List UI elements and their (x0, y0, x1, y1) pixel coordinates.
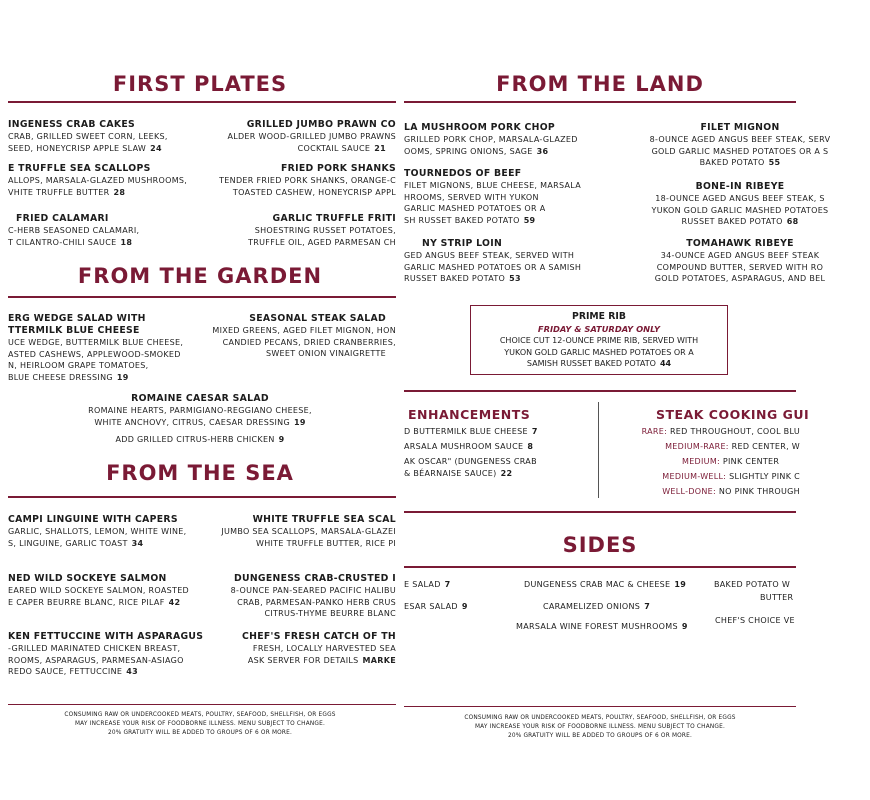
item-desc: BAKED POTATO (699, 158, 765, 167)
item-name: ERG WEDGE SALAD WITH (8, 313, 146, 324)
item-desc: VHITE TRUFFLE BUTTER (8, 187, 110, 197)
item-name: LA MUSHROOM PORK CHOP (404, 122, 556, 133)
disclaimer-line: CONSUMING RAW OR UNDERCOOKED MEATS, POULTRY, SEAFOOD, SHELLFISH, OR EGGS (64, 712, 336, 718)
item-desc: CITRUS-THYME BEURRE BLANC (264, 609, 396, 618)
side-price: 9 (681, 622, 688, 631)
item-name: TOURNEDOS OF BEEF (404, 168, 522, 179)
item-price: 42 (168, 597, 181, 607)
item-desc: ASK SERVER FOR DETAILS (247, 655, 359, 665)
menu-item (610, 122, 870, 169)
item-desc: ALLOPS, MARSALA-GLAZED MUSHROOMS, (8, 176, 188, 185)
enhancements-rule (404, 390, 796, 392)
menu-item (8, 573, 189, 608)
item-desc: YUKON GOLD GARLIC MASHED POTATOES (651, 205, 829, 215)
item-desc: OOMS, SPRING ONIONS, SAGE (404, 146, 533, 156)
enhancements-title: ENHANCEMENTS (408, 407, 531, 422)
side-item (543, 602, 650, 611)
doneness-row (682, 457, 779, 466)
item-desc: TRUFFLE OIL, AGED PARMESAN CH (248, 237, 396, 247)
menu-item (8, 163, 187, 198)
menu-item (8, 213, 139, 248)
item-price: 36 (536, 146, 549, 156)
side-text: E SALAD (404, 580, 441, 589)
enhancement-price: 8 (527, 442, 534, 451)
side-text: CARAMELIZED ONIONS (543, 602, 641, 611)
item-desc: N, HEIRLOOM GRAPE TOMATOES, (8, 361, 149, 370)
item-desc: WHITE TRUFFLE BUTTER, RICE PI (256, 538, 396, 548)
item-name: NY STRIP LOIN (422, 238, 503, 249)
menu-item (219, 163, 396, 198)
side-text: ESAR SALAD (404, 602, 458, 611)
item-price: 19 (293, 417, 306, 427)
item-name: CHEF'S FRESH CATCH OF TH (242, 631, 396, 642)
item-name: BONE-IN RIBEYE (695, 181, 785, 192)
item-desc: CHOICE CUT 12-OUNCE PRIME RIB, SERVED WITH (499, 336, 699, 345)
item-name: TTERMILK BLUE CHEESE (8, 325, 140, 336)
side-price: 7 (644, 602, 651, 611)
item-desc: ALDER WOOD-GRILLED JUMBO PRAWNS (227, 132, 396, 141)
item-name: FILET MIGNON (700, 122, 780, 133)
item-desc: RUSSET BAKED POTATO (404, 274, 506, 283)
item-desc: COCKTAIL SAUCE (297, 143, 371, 153)
item-desc: GARLIC, SHALLOTS, LEMON, WHITE WINE, (8, 527, 187, 536)
item-desc: TENDER FRIED PORK SHANKS, ORANGE-C (219, 176, 396, 185)
item-price: 34 (131, 538, 144, 548)
side-price: 19 (674, 580, 687, 589)
item-name: INGENESS CRAB CAKES (8, 119, 136, 130)
doneness-desc: RED CENTER, W (731, 442, 800, 451)
enhancement-item (404, 427, 538, 436)
item-desc: UCE WEDGE, BUTTERMILK BLUE CHEESE, (8, 338, 184, 347)
item-desc: 18-OUNCE AGED ANGUS BEEF STEAK, S (655, 194, 825, 203)
menu-item (221, 514, 396, 549)
item-price: 68 (786, 217, 799, 226)
item-desc: YUKON GOLD GARLIC MASHED POTATOES OR A (504, 347, 694, 357)
side-text: BAKED POTATO W (714, 580, 791, 589)
item-desc: C-HERB SEASONED CALAMARI, (8, 226, 140, 235)
item-price: MARKE (362, 655, 396, 665)
menu-item (8, 631, 203, 678)
disclaimer (0, 711, 400, 738)
menu-page-right (400, 0, 831, 800)
doneness-row (665, 442, 800, 451)
menu-item (227, 119, 396, 154)
side-text: CHEF'S CHOICE VE (715, 616, 795, 625)
item-desc: ASTED CASHEWS, APPLEWOOD-SMOKED (8, 349, 181, 359)
side-item (404, 602, 468, 611)
side-price: 7 (444, 580, 451, 589)
doneness-label: RARE: (641, 427, 668, 436)
addon-text: ADD GRILLED CITRUS-HERB CHICKEN (115, 435, 275, 444)
item-price: 44 (659, 359, 672, 368)
item-desc: CRAB, PARMESAN-PANKO HERB CRUS (237, 597, 396, 607)
cooking-guide-title: STEAK COOKING GUI (656, 407, 810, 422)
doneness-label: MEDIUM: (682, 457, 721, 466)
side-item (404, 580, 451, 589)
item-availability: FRIDAY & SATURDAY ONLY (537, 324, 661, 334)
doneness-desc: RED THROUGHOUT, COOL BLU (669, 427, 800, 436)
sides-title: SIDES (562, 533, 638, 557)
disclaimer-line: 20% GRATUITY WILL BE ADDED TO GROUPS OF 6 OR MORE. (107, 730, 293, 736)
item-desc: 8-OUNCE PAN-SEARED PACIFIC HALIBU (230, 586, 396, 595)
item-desc: CANDIED PECANS, DRIED CRANBERRIES, (222, 337, 396, 347)
menu-item (231, 573, 396, 620)
sea-title: FROM THE SEA (106, 461, 294, 485)
prime-rib-box (470, 305, 728, 375)
enhancement-text: & BÉARNAISE SAUCE) (404, 469, 497, 478)
menu-item (404, 168, 581, 226)
item-name: SEASONAL STEAK SALAD (249, 313, 386, 324)
menu-item (0, 393, 400, 446)
item-name: CAMPI LINGUINE WITH CAPERS (8, 514, 178, 525)
item-desc: JUMBO SEA SCALLOPS, MARSALA-GLAZEI (221, 527, 396, 536)
menu-item (8, 313, 183, 383)
item-name: NED WILD SOCKEYE SALMON (8, 573, 167, 584)
item-price: 28 (113, 187, 126, 197)
item-name: TOMAHAWK RIBEYE (686, 238, 794, 249)
doneness-label: WELL-DONE: (662, 487, 717, 496)
item-price: 24 (150, 143, 162, 153)
footer-rule (404, 706, 796, 707)
side-text: MARSALA WINE FOREST MUSHROOMS (516, 622, 678, 631)
doneness-label: MEDIUM-RARE: (665, 442, 729, 451)
item-desc: REDO SAUCE, FETTUCCINE (8, 667, 123, 676)
item-name: GRILLED JUMBO PRAWN CO (246, 119, 396, 130)
item-desc: 8-OUNCE AGED ANGUS BEEF STEAK, SERV (649, 135, 831, 144)
side-text: DUNGENESS CRAB MAC & CHEESE (524, 580, 671, 589)
side-item (516, 622, 688, 631)
item-name: ROMAINE CAESAR SALAD (131, 393, 269, 404)
menu-item (242, 631, 396, 666)
item-desc: GRILLED PORK CHOP, MARSALA-GLAZED (404, 135, 578, 144)
doneness-desc: NO PINK THROUGH (718, 487, 800, 496)
enhancement-text: AK OSCAR" (DUNGENESS CRAB (404, 457, 537, 466)
section-divider (598, 402, 599, 498)
item-name: WHITE TRUFFLE SEA SCAL (252, 514, 396, 525)
item-desc: GARLIC MASHED POTATOES OR A (404, 204, 546, 213)
doneness-desc: PINK CENTER (722, 457, 780, 466)
item-desc: GOLD POTATOES, ASPARAGUS, AND BEL (654, 274, 826, 283)
item-price: 59 (523, 215, 536, 225)
item-desc: GOLD GARLIC MASHED POTATOES OR A S (651, 146, 829, 156)
item-desc: -GRILLED MARINATED CHICKEN BREAST, (8, 644, 181, 653)
item-name: FRIED PORK SHANKS (280, 163, 396, 174)
item-desc: FRESH, LOCALLY HARVESTED SEA (252, 644, 396, 653)
item-name: KEN FETTUCCINE WITH ASPARAGUS (8, 631, 204, 642)
sea-rule (8, 496, 396, 498)
enhancement-price: 7 (531, 427, 538, 436)
addon-price: 9 (278, 435, 285, 444)
disclaimer-line: 20% GRATUITY WILL BE ADDED TO GROUPS OF 6 OR MORE. (507, 733, 693, 739)
item-name: PRIME RIB (572, 311, 626, 322)
side-item (714, 580, 790, 589)
sides-rule (404, 566, 796, 568)
item-desc: BLUE CHEESE DRESSING (8, 372, 113, 382)
item-desc: MIXED GREENS, AGED FILET MIGNON, HON (212, 326, 396, 335)
menu-item (8, 514, 186, 549)
item-price: 18 (120, 237, 133, 247)
side-item (524, 580, 686, 589)
item-price: 21 (374, 143, 386, 153)
menu-item (404, 122, 578, 157)
footer-rule (8, 704, 396, 705)
item-desc: EARED WILD SOCKEYE SALMON, ROASTED (8, 586, 190, 595)
item-desc: S, LINGUINE, GARLIC TOAST (8, 538, 128, 548)
menu-item (248, 213, 396, 248)
menu-item (610, 181, 870, 228)
doneness-label: MEDIUM-WELL: (662, 472, 727, 481)
menu-item (404, 238, 581, 285)
sides-top-rule (404, 511, 796, 513)
item-price: 19 (116, 372, 129, 382)
land-title: FROM THE LAND (496, 72, 704, 96)
item-desc: CRAB, GRILLED SWEET CORN, LEEKS, (8, 132, 168, 141)
item-desc: SHOESTRING RUSSET POTATOES, (254, 226, 396, 235)
item-desc: TOASTED CASHEW, HONEYCRISP APPL (232, 187, 396, 197)
item-desc: ROMAINE HEARTS, PARMIGIANO-REGGIANO CHEESE, (88, 406, 312, 415)
menu-item (8, 119, 168, 154)
menu-item (610, 238, 870, 285)
garden-title: FROM THE GARDEN (77, 264, 323, 288)
enhancement-item (404, 469, 512, 478)
item-desc: GARLIC MASHED POTATOES OR A SAMISH (404, 262, 582, 272)
garden-rule (8, 296, 396, 298)
side-text: BUTTER (760, 593, 794, 602)
item-desc: ROOMS, ASPARAGUS, PARMESAN-ASIAGO (8, 655, 184, 665)
menu-page-left (0, 0, 400, 800)
item-name: DUNGENESS CRAB-CRUSTED I (233, 573, 396, 584)
enhancement-price: 22 (500, 469, 513, 478)
item-price: 55 (768, 158, 781, 167)
side-item (760, 593, 793, 602)
item-desc: RUSSET BAKED POTATO (681, 217, 783, 226)
doneness-row (662, 472, 800, 481)
land-rule (404, 101, 796, 103)
item-price: 43 (126, 667, 138, 676)
item-desc: T CILANTRO-CHILI SAUCE (8, 237, 117, 247)
item-price: 53 (509, 274, 521, 283)
enhancement-text: D BUTTERMILK BLUE CHEESE (404, 427, 528, 436)
item-name: E TRUFFLE SEA SCALLOPS (8, 163, 151, 174)
item-desc: COMPOUND BUTTER, SERVED WITH RO (656, 262, 824, 272)
first-plates-title: FIRST PLATES (112, 72, 288, 96)
item-desc: 34-OUNCE AGED ANGUS BEEF STEAK (660, 251, 820, 260)
enhancement-text: ARSALA MUSHROOM SAUCE (404, 442, 524, 451)
item-desc: SEED, HONEYCRISP APPLE SLAW (8, 143, 147, 153)
item-name: GARLIC TRUFFLE FRITI (272, 213, 396, 224)
item-desc: E CAPER BEURRE BLANC, RICE PILAF (8, 597, 165, 607)
disclaimer-line: CONSUMING RAW OR UNDERCOOKED MEATS, POULTRY, SEAFOOD, SHELLFISH, OR EGGS (464, 715, 736, 721)
enhancement-item (404, 457, 541, 466)
doneness-desc: SLIGHTLY PINK C (729, 472, 800, 481)
disclaimer-line: MAY INCREASE YOUR RISK OF FOODBORNE ILLNESS. MENU SUBJECT TO CHANGE. (474, 724, 726, 730)
item-desc: SWEET ONION VINAIGRETTE (265, 349, 386, 358)
item-desc: GED ANGUS BEEF STEAK, SERVED WITH (404, 251, 575, 260)
item-desc: SAMISH RUSSET BAKED POTATO (526, 359, 656, 368)
doneness-row (642, 427, 800, 436)
disclaimer-line: MAY INCREASE YOUR RISK OF FOODBORNE ILLNESS. MENU SUBJECT TO CHANGE. (74, 721, 326, 727)
doneness-row (662, 487, 800, 496)
disclaimer (400, 714, 800, 741)
menu-item (212, 313, 396, 360)
item-desc: FILET MIGNONS, BLUE CHEESE, MARSALA (404, 181, 581, 190)
first-plates-rule (8, 101, 396, 103)
item-desc: WHITE ANCHOVY, CITRUS, CAESAR DRESSING (94, 417, 290, 427)
side-price: 9 (461, 602, 468, 611)
item-desc: SH RUSSET BAKED POTATO (404, 215, 520, 225)
item-name: FRIED CALAMARI (16, 213, 109, 224)
enhancement-item (404, 442, 533, 451)
item-desc: HROOMS, SERVED WITH YUKON (404, 192, 539, 202)
side-item (715, 616, 795, 625)
